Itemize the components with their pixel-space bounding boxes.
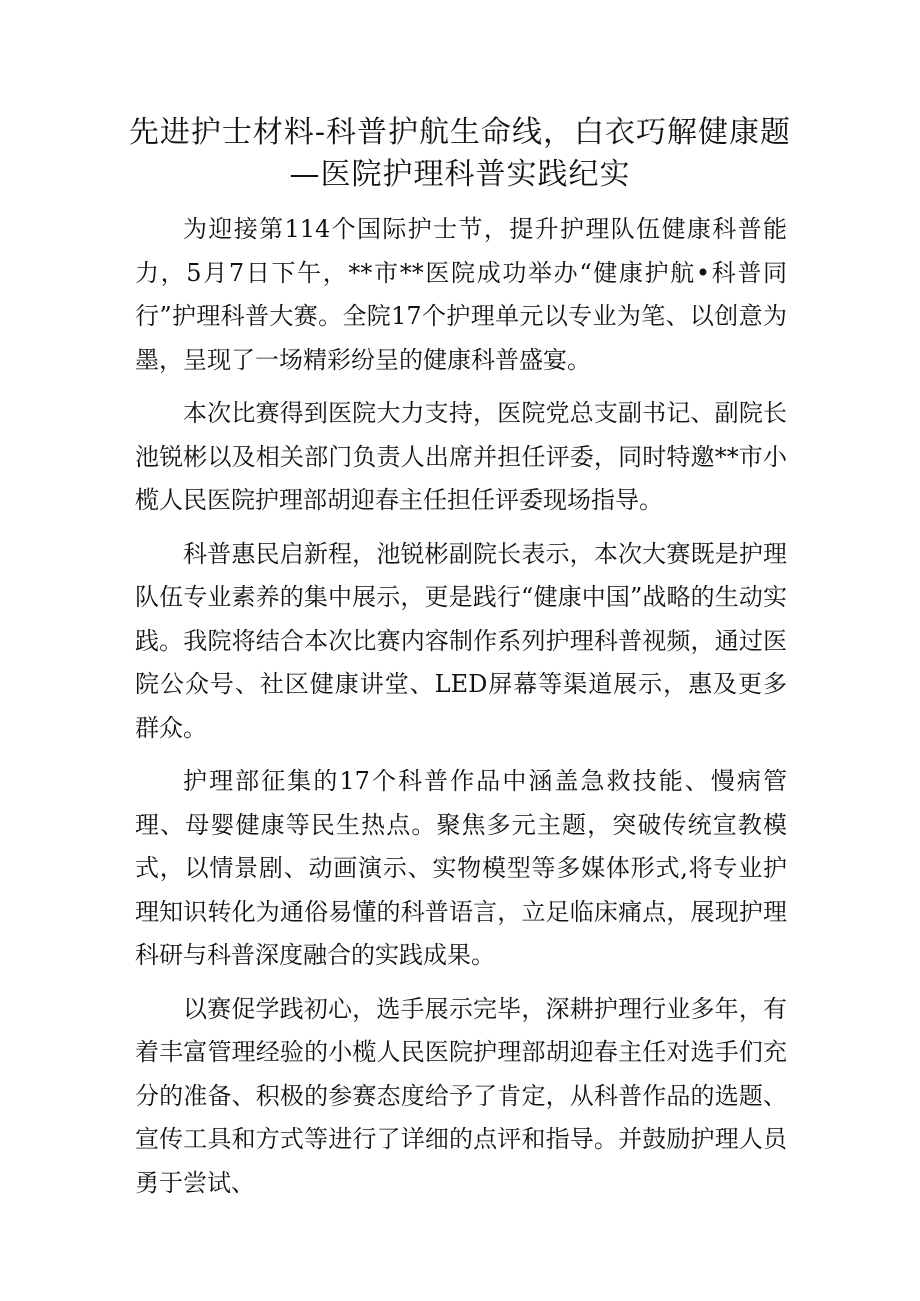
paragraph-2: 本次比赛得到医院大力支持，医院党总支副书记、副院长池锐彬以及相关部门负责人出席并担任评委，同时特邀**市小榄人民医院护理部胡迎春主任担任评委现场指导。	[135, 399, 787, 514]
document-title	[0, 112, 920, 196]
paragraph-5: 以赛促学践初心，选手展示完毕，深耕护理行业多年，有着丰富管理经验的小榄人民医院护理部胡迎春主任对选手们充分的准备、积极的参赛态度给予了肯定，从科普作品的选题、宣传工具和方式等进行了详细的点评和指导。并鼓励护理人员勇于尝试、	[135, 994, 787, 1197]
paragraph-3: 科普惠民启新程，池锐彬副院长表示，本次大赛既是护理队伍专业素养的集中展示，更是践行“健康中国”战略的生动实践。我院将结合本次比赛内容制作系列护理科普视频，通过医院公众号、社区健康讲堂、LED屏幕等渠道展示，惠及更多群众。	[135, 539, 787, 742]
title-line-1: 先进护士材料-科普护航生命线，白衣巧解健康题	[128, 115, 792, 150]
title-line-2: —医院护理科普实践纪实	[289, 157, 631, 192]
paragraph-1: 为迎接第114个国际护士节，提升护理队伍健康科普能力，5月7日下午，**市**医院成功举办“健康护航•科普同行”护理科普大赛。全院17个护理单元以专业为笔、以创意为墨，呈现了一场精彩纷呈的健康科普盛宴。	[135, 215, 787, 374]
document-body	[135, 208, 787, 1215]
paragraph-4: 护理部征集的17个科普作品中涵盖急救技能、慢病管理、母婴健康等民生热点。聚焦多元主题，突破传统宣教模式，以情景剧、动画演示、实物模型等多媒体形式,将专业护理知识转化为通俗易懂的科普语言，立足临床痛点，展现护理科研与科普深度融合的实践成果。	[135, 767, 787, 969]
